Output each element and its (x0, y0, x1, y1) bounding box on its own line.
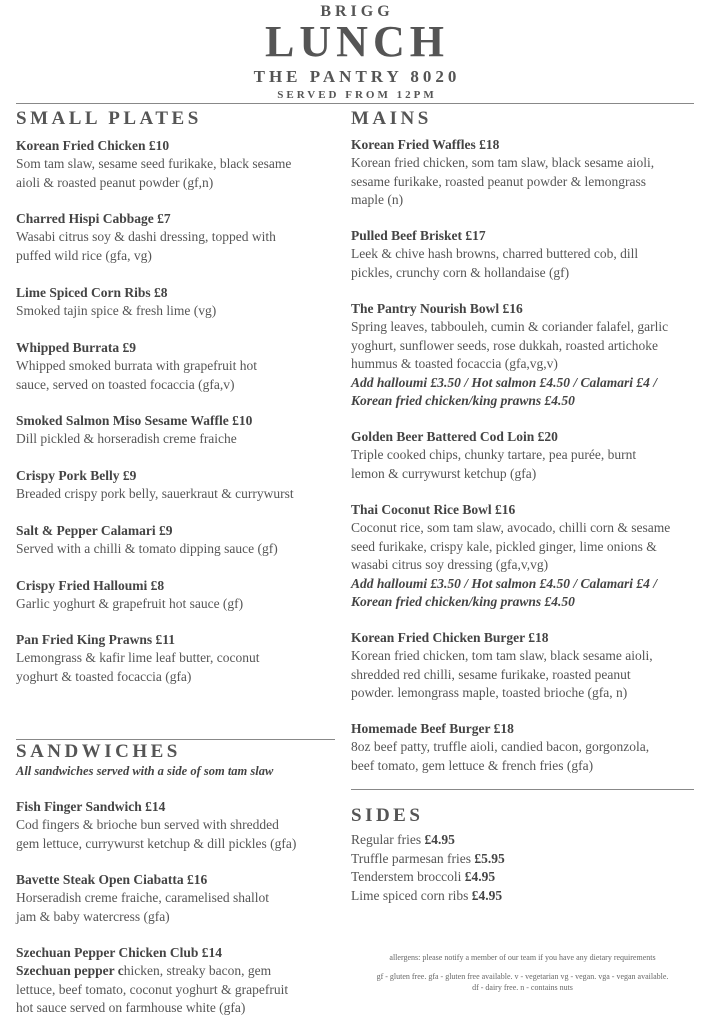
item-desc-line: Breaded crispy pork belly, sauerkraut & currywurst (16, 486, 294, 501)
header-divider (16, 103, 694, 104)
item-desc-line: Whipped smoked burrata with grapefruit hot (16, 358, 258, 373)
item-desc-line: sauce, served on toasted focaccia (gfa,v) (16, 376, 235, 392)
item-name: Lime Spiced Corn Ribs £8 (16, 285, 168, 300)
item-desc-text: hicken, streaky bacon, gem (123, 963, 272, 978)
menu-item (16, 631, 346, 686)
item-desc-line: shredded red chilli, sesame furikake, roasted peanut (351, 666, 631, 682)
item-desc-line: Garlic yoghurt & grapefruit hot sauce (gf) (16, 596, 244, 611)
menu-item (16, 412, 346, 449)
mains-title: MAINS (351, 108, 432, 129)
item-desc-line: Dill pickled & horseradish creme fraiche (16, 431, 237, 446)
menu-item (351, 300, 713, 411)
item-desc-line: Smoked tajin spice & fresh lime (vg) (16, 303, 217, 318)
item-desc-line: gem lettuce, currywurst ketchup & dill pickles (gfa) (16, 835, 297, 851)
item-desc-line: wasabi citrus soy dressing (gfa,v,vg) (351, 557, 549, 572)
menu-item (16, 944, 346, 1018)
menu-item (351, 501, 713, 612)
item-name: Crispy Pork Belly £9 (16, 468, 137, 483)
item-desc-line: seed furikake, crispy kale, pickled ginger, lime onions & (351, 538, 657, 554)
item-desc-line: Served with a chilli & tomato dipping sauce (gf) (16, 541, 278, 556)
sandwiches-subtitle: All sandwiches served with a side of som tam slaw (16, 764, 274, 778)
item-name: Pan Fried King Prawns £11 (16, 632, 176, 647)
item-addon-line: Add halloumi £3.50 / Hot salmon £4.50 / Calamari £4 / (351, 575, 658, 591)
dietary-key-line1: gf - gluten free. gfa - gluten free available. v - vegetarian vg - vegan. vga - vegan available. (376, 972, 669, 981)
item-desc-line: Coconut rice, som tam slaw, avocado, chilli corn & sesame (351, 520, 671, 535)
item-name: Pulled Beef Brisket £17 (351, 228, 486, 243)
item-desc-line: pickles, crunchy corn & hollandaise (gf) (351, 264, 570, 280)
item-desc-line: beef tomato, gem lettuce & french fries (gfa) (351, 757, 594, 773)
item-desc-line: Som tam slaw, sesame seed furikake, black sesame (16, 156, 292, 171)
item-desc-bold: Szechuan pepper c (16, 963, 124, 978)
item-desc-line: Wasabi citrus soy & dashi dressing, topped with (16, 229, 276, 244)
item-desc-line: aioli & roasted peanut powder (gf,n) (16, 174, 214, 190)
small-plates-title: SMALL PLATES (16, 108, 202, 129)
sandwiches-divider (16, 739, 335, 740)
menu-item (16, 798, 346, 853)
menu-title: LUNCH (265, 17, 449, 66)
item-addon-line: Korean fried chicken/king prawns £4.50 (351, 393, 575, 408)
menu-item (16, 210, 346, 265)
side-item (351, 831, 651, 850)
menu-item (16, 577, 346, 614)
menu-item (351, 629, 713, 703)
item-desc-line: Korean fried chicken, som tam slaw, black sesame aioli, (351, 155, 655, 170)
side-name: Tenderstem broccoli (351, 869, 465, 884)
item-name: Szechuan Pepper Chicken Club £14 (16, 945, 223, 960)
item-desc-line: powder. lemongrass maple, toasted brioche (gfa, n) (351, 685, 628, 700)
venue-name: THE PANTRY 8020 (253, 67, 461, 86)
side-price: £4.95 (471, 887, 503, 903)
side-price: £4.95 (424, 832, 455, 847)
item-desc-line: lettuce, beef tomato, coconut yoghurt & grapefruit (16, 981, 289, 997)
menu-item (16, 467, 346, 504)
menu-item (351, 227, 713, 282)
item-name: Smoked Salmon Miso Sesame Waffle £10 (16, 413, 253, 428)
item-desc-line: hot sauce served on farmhouse white (gfa) (16, 1000, 246, 1015)
item-name: Salt & Pepper Calamari £9 (16, 523, 173, 538)
dietary-key-line2: df - dairy free. n - contains nuts (472, 983, 573, 992)
item-desc-line: Horseradish creme fraiche, caramelised shallot (16, 890, 270, 905)
item-addon-line: Korean fried chicken/king prawns £4.50 (351, 594, 575, 609)
item-name: Thai Coconut Rice Bowl £16 (351, 502, 516, 517)
side-item (351, 850, 651, 869)
item-name: Bavette Steak Open Ciabatta £16 (16, 872, 208, 887)
sides-title: SIDES (351, 805, 424, 826)
item-desc-line: yoghurt, sunflower seeds, rose dukkah, roasted artichoke (351, 337, 659, 353)
item-desc-line: jam & baby watercress (gfa) (16, 908, 170, 924)
item-addon-line: Add halloumi £3.50 / Hot salmon £4.50 / Calamari £4 / (351, 374, 658, 390)
item-desc-line: yoghurt & toasted focaccia (gfa) (16, 668, 192, 684)
item-name: Homemade Beef Burger £18 (351, 721, 514, 736)
item-desc-line: Leek & chive hash browns, charred buttered cob, dill (351, 246, 639, 261)
menu-item (16, 284, 346, 321)
menu-item (351, 428, 713, 483)
sides-list (351, 831, 651, 905)
allergens-note: allergens: please notify a member of our team if you have any dietary requirements (389, 953, 656, 962)
served-time: SERVED FROM 12PM (277, 89, 437, 101)
item-name: Korean Fried Waffles £18 (351, 137, 500, 152)
location-name: BRIGG (320, 3, 394, 20)
sides-divider (351, 789, 694, 790)
menu-item (351, 136, 713, 210)
menu-item (16, 339, 346, 394)
item-desc-line: maple (n) (351, 192, 404, 207)
item-desc-line: 8oz beef patty, truffle aioli, candied bacon, gorgonzola, (351, 739, 650, 754)
menu-item (16, 137, 346, 192)
item-name: Korean Fried Chicken Burger £18 (351, 630, 549, 645)
side-item (351, 887, 651, 906)
item-desc-line: lemon & currywurst ketchup (gfa) (351, 465, 537, 481)
item-name: Fish Finger Sandwich £14 (16, 799, 166, 814)
side-price: £4.95 (464, 869, 496, 884)
side-name: Lime spiced corn ribs (351, 887, 472, 903)
item-desc-line: sesame furikake, roasted peanut powder & lemongrass (351, 173, 647, 189)
side-price: £5.95 (474, 850, 505, 866)
side-item (351, 868, 651, 887)
item-desc-line: Cod fingers & brioche bun served with shredded (16, 817, 279, 832)
item-desc-line: Lemongrass & kafir lime leaf butter, coconut (16, 650, 260, 665)
sandwiches-title: SANDWICHES (16, 741, 181, 762)
item-desc-line: Triple cooked chips, chunky tartare, pea purée, burnt (351, 447, 637, 462)
side-name: Truffle parmesan fries (351, 850, 475, 866)
item-name: Golden Beer Battered Cod Loin £20 (351, 429, 558, 444)
item-name: Korean Fried Chicken £10 (16, 138, 170, 153)
item-name: Crispy Fried Halloumi £8 (16, 578, 165, 593)
side-name: Regular fries (351, 832, 425, 847)
menu-item (351, 720, 713, 775)
item-desc-line: Korean fried chicken, tom tam slaw, black sesame aioli, (351, 648, 653, 663)
item-name: Whipped Burrata £9 (16, 340, 137, 355)
item-desc-line (16, 962, 346, 981)
item-desc-line: Spring leaves, tabbouleh, cumin & coriander falafel, garlic (351, 319, 669, 334)
item-desc-line: hummus & toasted focaccia (gfa,vg,v) (351, 356, 558, 371)
item-name: The Pantry Nourish Bowl £16 (351, 301, 523, 316)
item-name: Charred Hispi Cabbage £7 (16, 211, 171, 226)
menu-item (16, 522, 346, 559)
item-desc-line: puffed wild rice (gfa, vg) (16, 247, 152, 263)
menu-item (16, 871, 346, 926)
